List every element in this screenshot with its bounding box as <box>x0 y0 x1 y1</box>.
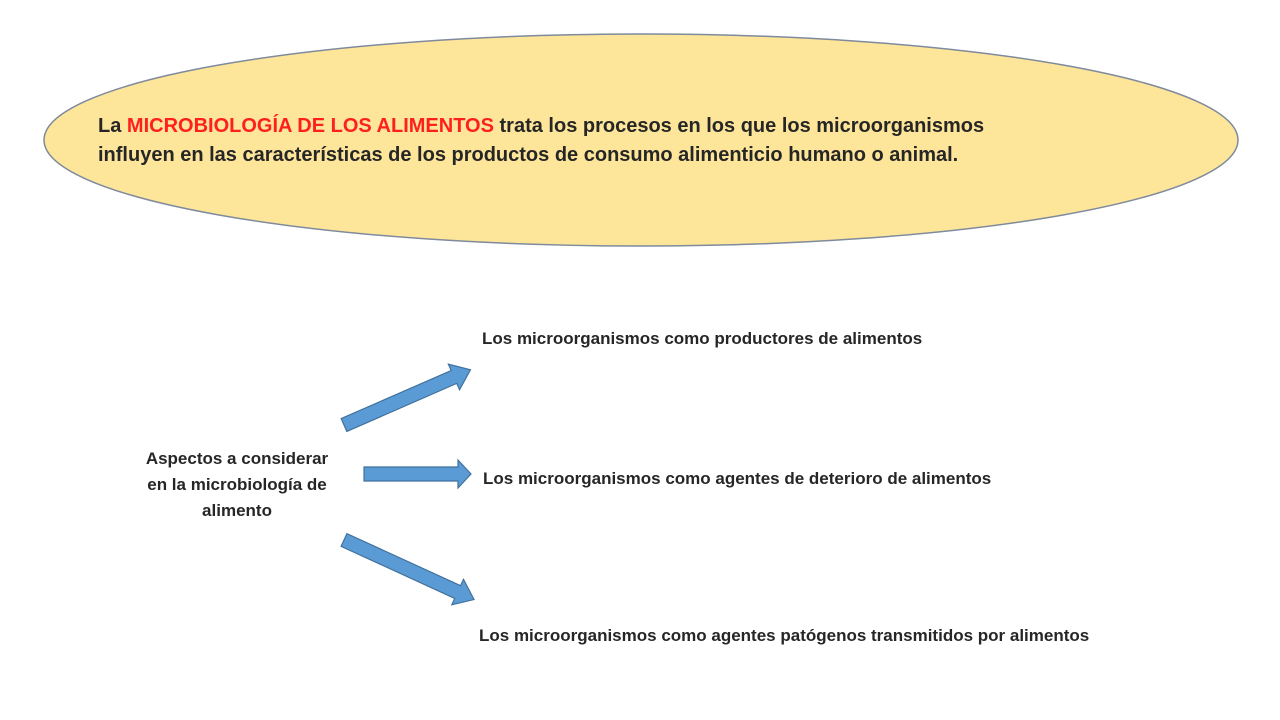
arrow-down-right <box>338 527 480 612</box>
center-label-line-3: alimento <box>202 501 272 520</box>
definition-line-2: influyen en las características de los productos de consumo alimenticio humano o animal. <box>98 144 959 166</box>
definition-prefix: La <box>98 115 127 137</box>
center-label-line-1: Aspectos a considerar <box>145 449 329 468</box>
definition-line1-rest: trata los procesos en los que los microorganismos <box>493 115 985 137</box>
arrow-up-right <box>338 357 476 438</box>
definition-line-1 <box>98 112 1178 141</box>
branch-label-producers: Los microorganismos como productores de alimentos <box>482 329 923 348</box>
center-label-line-2: en la microbiología de <box>147 475 327 494</box>
center-label <box>112 446 362 524</box>
branch-label-pathogens: Los microorganismos como agentes patógenos transmitidos por alimentos <box>479 626 1090 645</box>
definition-text <box>98 112 1178 170</box>
arrow-right <box>364 460 471 488</box>
branch-label-spoilage: Los microorganismos como agentes de deterioro de alimentos <box>483 469 992 488</box>
definition-highlight: MICROBIOLOGÍA DE LOS ALIMENTOS <box>126 115 494 137</box>
